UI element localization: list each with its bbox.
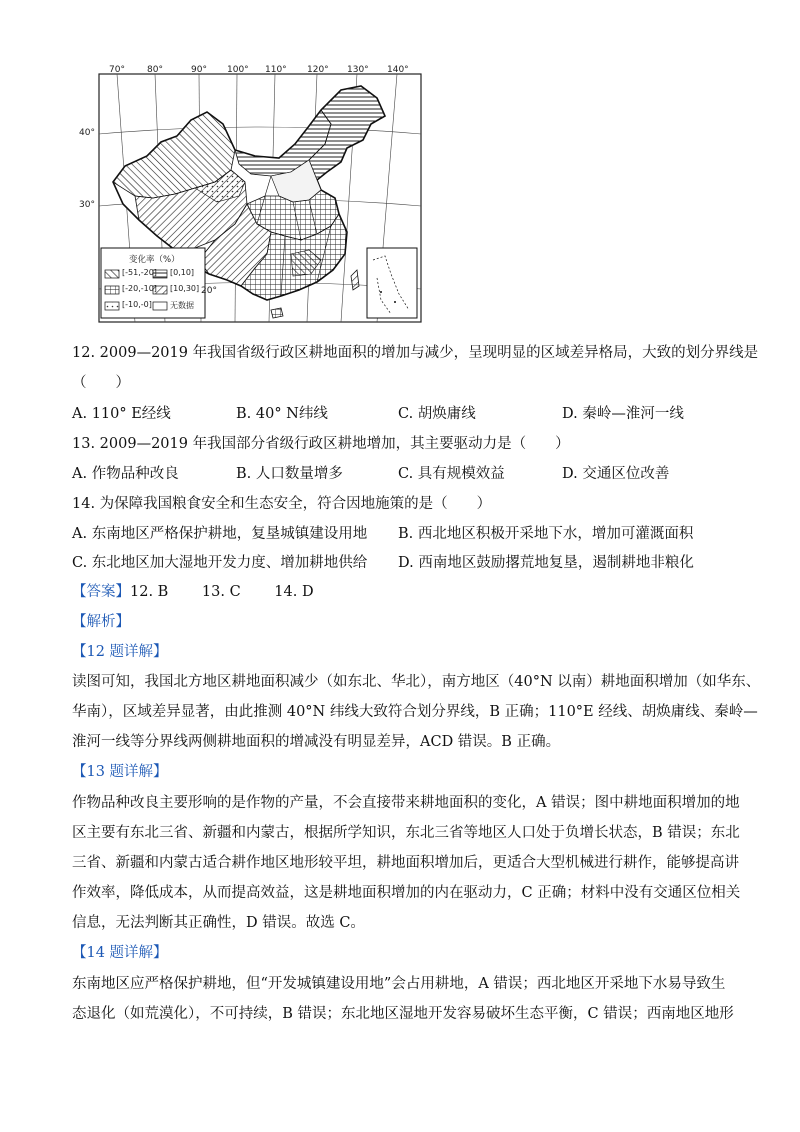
question-12-option-a: A. 110° E经线	[72, 406, 171, 422]
lat-tick: 40°	[79, 128, 95, 138]
question-12-stem: 12. 2009—2019 年我国省级行政区耕地面积的增加与减少，呈现明显的区域差异格局，大致的划分界线是	[72, 345, 759, 361]
detail-13-line: 区主要有东北三省、新疆和内蒙古，根据所学知识，东北三省等地区人口处于负增长状态，B 错误；东北	[72, 825, 740, 841]
detail-14-title: 【14 题详解】	[72, 945, 168, 961]
question-13-option-b: B. 人口数量增多	[236, 466, 343, 482]
lon-tick: 90°	[191, 65, 207, 75]
question-12-option-b: B. 40° N纬线	[236, 406, 328, 422]
question-13-option-a: A. 作物品种改良	[72, 466, 179, 482]
lon-tick: 70°	[109, 65, 125, 75]
answer-line	[72, 582, 314, 602]
question-14-option-c: C. 东北地区加大湿地开发力度、增加耕地供给	[72, 555, 368, 571]
question-14-option-a: A. 东南地区严格保护耕地，复垦城镇建设用地	[72, 526, 368, 542]
detail-12-line: 淮河一线等分界线两侧耕地面积的增减没有明显差异，ACD 错误。B 正确。	[72, 734, 561, 750]
question-13-option-d: D. 交通区位改善	[562, 466, 670, 482]
detail-13-line: 三省、新疆和内蒙古适合耕作地区地形较平坦，耕地面积增加后，更适合大型机械进行耕作，能够提高讲	[72, 855, 739, 871]
lon-tick: 130°	[347, 65, 369, 75]
question-13-stem: 13. 2009—2019 年我国部分省级行政区耕地增加，其主要驱动力是（ ）	[72, 436, 570, 452]
lat-tick: 30°	[79, 200, 95, 210]
china-farmland-change-map	[79, 64, 425, 326]
detail-13-line: 作效率，降低成本，从而提高效益，这是耕地面积增加的内在驱动力，C 正确；材料中没有交通区位相关	[72, 885, 741, 901]
question-13-option-c: C. 具有规模效益	[398, 466, 505, 482]
lon-tick: 120°	[307, 65, 329, 75]
question-14-option-b: B. 西北地区积极开采地下水，增加可灌溉面积	[398, 526, 694, 542]
legend-item: [-10,-0]	[122, 300, 152, 309]
analysis-tag: 【解析】	[72, 614, 130, 630]
question-12-stem-cont: （ ）	[72, 375, 130, 391]
detail-12-title: 【12 题详解】	[72, 644, 168, 660]
legend-item: [0,10]	[170, 268, 195, 277]
question-14-option-d: D. 西南地区鼓励撂荒地复垦，遏制耕地非粮化	[398, 555, 694, 571]
detail-14-line: 东南地区应严格保护耕地，但“开发城镇建设用地”会占用耕地，A 错误；西北地区开采地下水易导致生	[72, 976, 726, 992]
legend-item: [-51,-20]	[122, 268, 157, 277]
question-12-option-c: C. 胡焕庸线	[398, 406, 476, 422]
detail-12-line: 读图可知，我国北方地区耕地面积减少（如东北、华北），南方地区（40°N 以南）耕地面积增加（如华东、	[72, 674, 761, 690]
question-14-stem: 14. 为保障我国粮食安全和生态安全，符合因地施策的是（ ）	[72, 496, 492, 512]
question-12-option-d: D. 秦岭—淮河一线	[562, 406, 684, 422]
legend-title: 变化率（%）	[129, 255, 180, 265]
answer-text: 12. B 13. C 14. D	[130, 584, 314, 600]
detail-13-line: 信息，无法判断其正确性，D 错误。故选 C。	[72, 915, 365, 931]
lon-tick: 110°	[265, 65, 287, 75]
detail-12-line: 华南），区域差异显著，由此推测 40°N 纬线大致符合划分界线，B 正确；110°E 经线、胡焕庸线、秦岭—	[72, 704, 758, 720]
legend-item: 无数据	[170, 301, 194, 310]
detail-13-title: 【13 题详解】	[72, 764, 168, 780]
lon-tick: 100°	[227, 65, 249, 75]
legend-item: [-20,-10]	[122, 284, 157, 293]
detail-14-line: 态退化（如荒漠化），不可持续，B 错误；东北地区湿地开发容易破坏生态平衡，C 错误；西南地区地形	[72, 1006, 734, 1022]
detail-13-line: 作物品种改良主要形响的是作物的产量，不会直接带来耕地面积的变化，A 错误；图中耕地面积增加的地	[72, 795, 740, 811]
lon-tick: 140°	[387, 65, 409, 75]
lat-tick: 20°	[201, 286, 217, 296]
answer-tag: 【答案】	[72, 584, 130, 600]
legend-item: [10,30]	[170, 284, 200, 293]
lon-tick: 80°	[147, 65, 163, 75]
